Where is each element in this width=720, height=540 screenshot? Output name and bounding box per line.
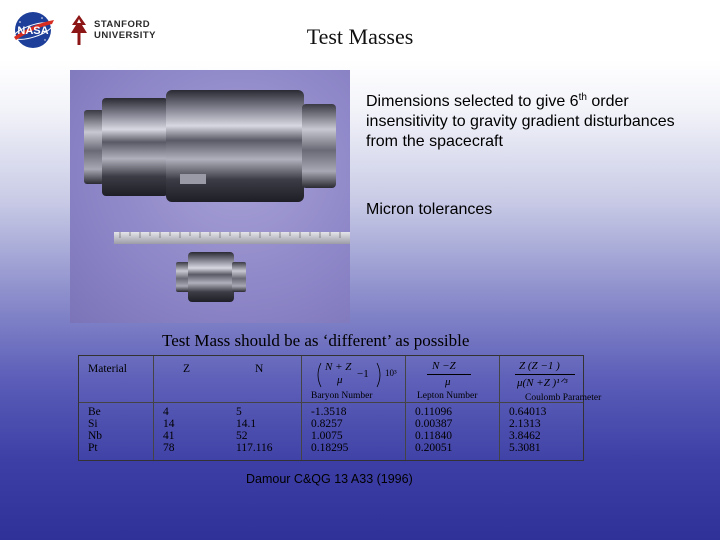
material-table — [78, 355, 602, 461]
col-divider — [153, 356, 154, 460]
table-cell: Be — [88, 406, 101, 418]
z-column — [163, 406, 175, 454]
dimensions-text-post: order insensitivity to gravity gradient disturbances from the spacecraft — [366, 93, 675, 150]
col-divider — [405, 356, 406, 460]
table-cell: 4 — [163, 406, 169, 418]
table-cell: 14 — [163, 418, 175, 430]
baryon-exponent: 10³ — [385, 368, 397, 378]
table-cell: 0.64013 — [509, 406, 547, 418]
stanford-line1: STANFORD — [94, 19, 151, 30]
table-cell: 78 — [163, 442, 175, 454]
col-divider — [301, 356, 302, 460]
coulomb-denominator: μ(N +Z )¹ᐟ³ — [517, 377, 568, 389]
table-cell: 5.3081 — [509, 442, 541, 454]
baryon-minus-one: −1 — [357, 368, 369, 380]
dimensions-bullet — [366, 92, 696, 152]
citation: Damour C&QG 13 A33 (1996) — [246, 472, 413, 486]
table-cell: 52 — [236, 430, 248, 442]
table-cell: 0.8257 — [311, 418, 343, 430]
test-mass-photo — [70, 70, 350, 323]
lepton-numerator: N −Z — [432, 360, 456, 372]
header-divider — [79, 402, 583, 403]
table-cell: 3.8462 — [509, 430, 541, 442]
svg-text:NASA: NASA — [17, 25, 49, 37]
table-cell: 2.1313 — [509, 418, 541, 430]
dimensions-text-pre: Dimensions selected to give 6 — [366, 93, 579, 110]
page-title: Test Masses — [306, 24, 414, 49]
table-cell: 0.11840 — [415, 430, 452, 442]
col-divider — [499, 356, 500, 460]
coulomb-fraction-bar — [515, 374, 575, 375]
table-cell: 14.1 — [236, 418, 257, 430]
lepton-label: Lepton Number — [417, 391, 478, 401]
lepton-column — [415, 406, 452, 454]
table-cell: 117.116 — [236, 442, 273, 454]
lepton-fraction-bar — [427, 374, 471, 375]
coulomb-numerator: Z (Z −1 ) — [519, 360, 560, 372]
dimensions-superscript: th — [578, 92, 587, 103]
micron-bullet: Micron tolerances — [366, 201, 493, 218]
n-column — [236, 406, 273, 454]
coulomb-column — [509, 406, 546, 454]
table-cell: Pt — [88, 442, 98, 454]
lepton-denominator: μ — [445, 376, 451, 388]
baryon-column — [311, 406, 348, 454]
header-n: N — [255, 363, 264, 375]
table-cell: -1.3518 — [311, 406, 347, 418]
table-caption: Test Mass should be as ‘different’ as possible — [162, 331, 470, 350]
baryon-numerator: N + Z — [325, 361, 352, 373]
table-cell: 0.11096 — [415, 406, 452, 418]
baryon-denominator: μ — [337, 374, 343, 386]
table-cell: 1.0075 — [311, 430, 343, 442]
table-cell: 41 — [163, 430, 175, 442]
table-cell: 0.18295 — [311, 442, 349, 454]
table-cell: 5 — [236, 406, 242, 418]
table-cell: Nb — [88, 430, 103, 442]
material-column — [88, 406, 102, 454]
table-cell: 0.20051 — [415, 442, 453, 454]
header-material: Material — [88, 363, 127, 375]
coulomb-label: Coulomb Parameter — [525, 393, 602, 403]
header-z: Z — [183, 363, 191, 375]
table-cell: 0.00387 — [415, 418, 453, 430]
table-cell: Si — [88, 418, 98, 430]
stanford-line2: UNIVERSITY — [94, 30, 157, 41]
baryon-label: Baryon Number — [311, 391, 373, 401]
